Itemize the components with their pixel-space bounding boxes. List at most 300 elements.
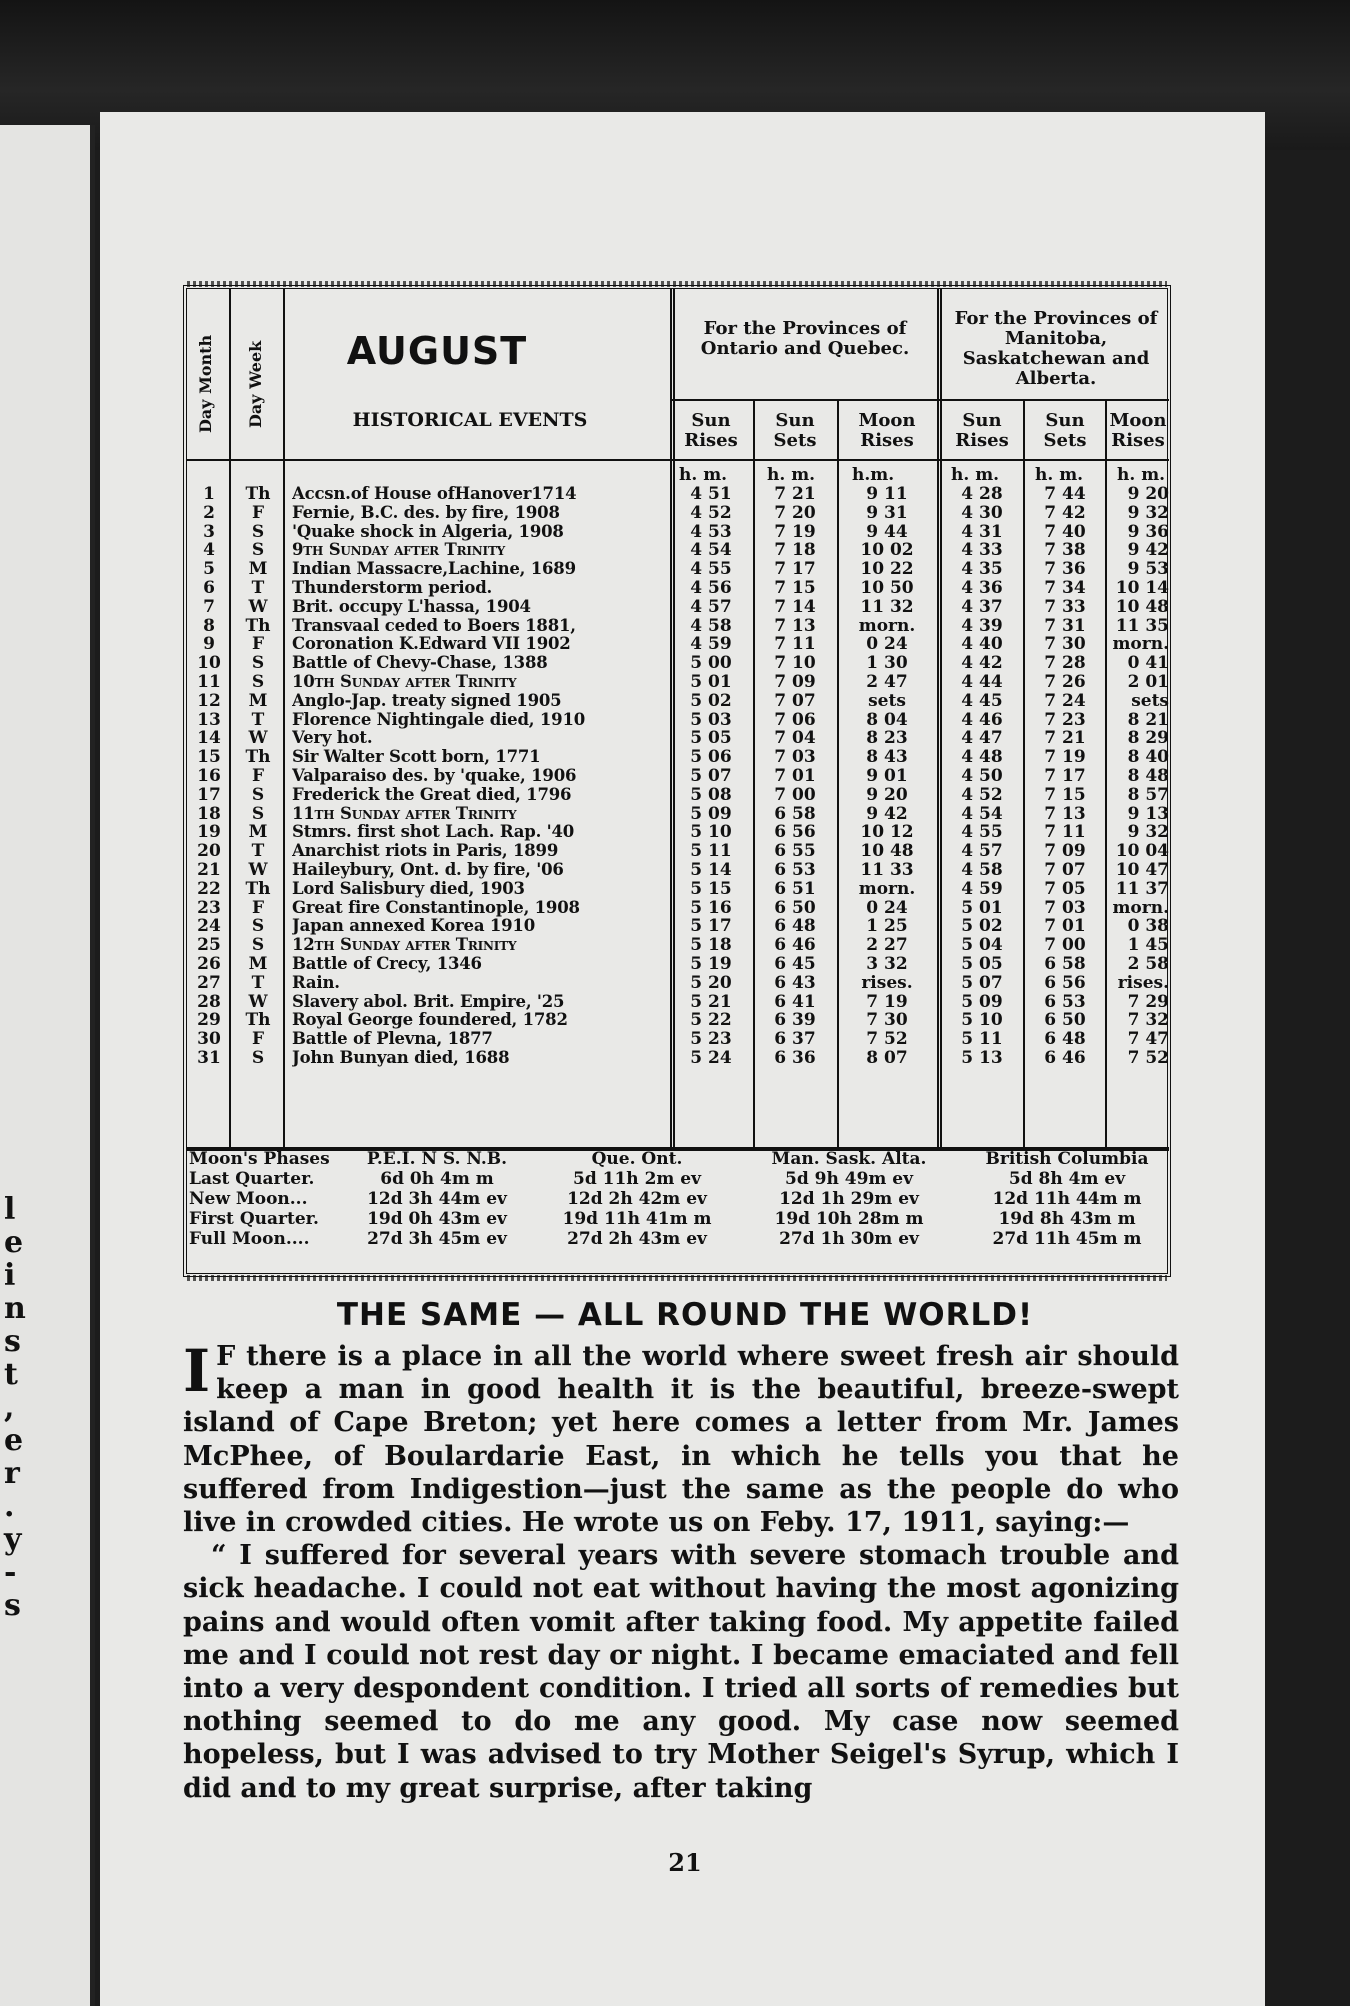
cell-sr2: 4 54 bbox=[961, 803, 1003, 824]
cell-mr1: 0 24 bbox=[866, 634, 908, 655]
day-row bbox=[187, 767, 1167, 786]
cell-ss1: 7 01 bbox=[774, 765, 816, 786]
cell-sr1: 4 55 bbox=[690, 559, 732, 580]
cell-w: S bbox=[251, 653, 265, 674]
phase-cell: Man. Sask. Alta. bbox=[771, 1149, 927, 1169]
cell-mr2: 9 42 bbox=[1127, 540, 1169, 561]
units-label: h. m. bbox=[951, 465, 1000, 485]
cell-w: S bbox=[251, 935, 265, 956]
day-row bbox=[187, 617, 1167, 636]
phase-cell: 19d 11h 41m m bbox=[562, 1209, 712, 1229]
cell-sr2: 4 59 bbox=[961, 878, 1003, 899]
cell-d: 4 bbox=[203, 540, 215, 561]
left-page-letter: r bbox=[4, 1456, 20, 1491]
left-page-letter: n bbox=[4, 1291, 26, 1326]
cell-sr1: 4 56 bbox=[690, 577, 732, 598]
cell-mr1: 9 31 bbox=[866, 502, 908, 523]
cell-w: Th bbox=[245, 615, 271, 636]
cell-sr2: 4 33 bbox=[961, 540, 1003, 561]
day-row bbox=[187, 748, 1167, 767]
day-row bbox=[187, 842, 1167, 861]
cell-w: W bbox=[248, 859, 268, 880]
august-calendar-table bbox=[183, 285, 1171, 1277]
cell-ev: Frederick the Great died, 1796 bbox=[292, 785, 572, 804]
cell-w: Th bbox=[245, 878, 271, 899]
article-paragraph-2: “ I suffered for several years with severe stomach trouble and sick headache. I could not eat without having the most agonizing pains and would often vomit after taking food. My appetite failed me and I could not rest day or night. I became emaciated and fell into a very despondent condition. I tried all sorts of remedies but nothing seemed to do me any good. My case now seemed hopeless, but I was advised to try Mother Seigel's Syrup, which I did and to my great surprise, after taking bbox=[183, 1540, 1179, 1804]
cell-sr2: 5 13 bbox=[961, 1047, 1003, 1068]
cell-sr1: 5 20 bbox=[690, 972, 732, 993]
cell-ev: 10th Sunday after Trinity bbox=[292, 672, 517, 691]
cell-ss2: 7 03 bbox=[1044, 897, 1086, 918]
cell-ss1: 6 36 bbox=[774, 1047, 816, 1068]
cell-sr1: 4 59 bbox=[690, 634, 732, 655]
cell-mr2: morn. bbox=[1112, 897, 1169, 918]
cell-d: 15 bbox=[197, 747, 221, 768]
cell-ss2: 6 50 bbox=[1044, 1010, 1086, 1031]
cell-mr2: 7 32 bbox=[1127, 1010, 1169, 1031]
cell-mr1: 2 47 bbox=[866, 671, 908, 692]
cell-sr1: 5 08 bbox=[690, 784, 732, 805]
cell-mr2: 8 57 bbox=[1127, 784, 1169, 805]
day-row bbox=[187, 711, 1167, 730]
cell-ss1: 7 15 bbox=[774, 577, 816, 598]
cell-w: S bbox=[251, 784, 265, 805]
paragraph-text: F there is a place in all the world where sweet fresh air should keep a man in good health it is the beautiful, breeze-swept island of Cape Breton; yet here comes a letter from Mr. James McPhee, of Boulardarie East, in which he tells you that he suffered from Indigestion—just the same as the people do who live in crowded cities. He wrote us on Feby. 17, 1911, saying:— bbox=[183, 1341, 1179, 1539]
cell-sr2: 4 37 bbox=[961, 596, 1003, 617]
cell-w: F bbox=[251, 765, 265, 786]
cell-mr2: morn. bbox=[1112, 634, 1169, 655]
cell-ss2: 7 38 bbox=[1044, 540, 1086, 561]
day-row bbox=[187, 880, 1167, 899]
units-label: h. m. bbox=[767, 465, 816, 485]
phase-cell: First Quarter. bbox=[189, 1209, 319, 1229]
left-page-letter: s bbox=[4, 1324, 21, 1359]
cell-ss1: 6 43 bbox=[774, 972, 816, 993]
cell-ev: Anarchist riots in Paris, 1899 bbox=[292, 842, 559, 861]
cell-mr2: 10 14 bbox=[1115, 577, 1169, 598]
cell-sr1: 4 57 bbox=[690, 596, 732, 617]
cell-w: T bbox=[251, 972, 265, 993]
cell-ss2: 7 33 bbox=[1044, 596, 1086, 617]
cell-ev: Stmrs. first shot Lach. Rap. '40 bbox=[292, 823, 575, 842]
left-page-letter: e bbox=[4, 1423, 24, 1458]
cell-ss1: 6 58 bbox=[774, 803, 816, 824]
cell-mr1: 11 33 bbox=[860, 859, 914, 880]
cell-sr1: 4 58 bbox=[690, 615, 732, 636]
cell-d: 20 bbox=[197, 841, 221, 862]
cell-ss1: 7 17 bbox=[774, 559, 816, 580]
left-page-letter: l bbox=[4, 1192, 16, 1227]
day-row bbox=[187, 504, 1167, 523]
cell-ev: Sir Walter Scott born, 1771 bbox=[292, 748, 541, 767]
cell-ss2: 7 23 bbox=[1044, 709, 1086, 730]
cell-sr1: 4 52 bbox=[690, 502, 732, 523]
cell-sr1: 5 15 bbox=[690, 878, 732, 899]
day-row bbox=[187, 917, 1167, 936]
cell-w: S bbox=[251, 671, 265, 692]
cell-ev: Japan annexed Korea 1910 bbox=[292, 917, 535, 936]
cell-ss2: 7 26 bbox=[1044, 671, 1086, 692]
cell-mr1: 3 32 bbox=[866, 953, 908, 974]
cell-d: 13 bbox=[197, 709, 221, 730]
cell-ss1: 7 18 bbox=[774, 540, 816, 561]
cell-ss1: 7 10 bbox=[774, 653, 816, 674]
cell-sr2: 5 02 bbox=[961, 916, 1003, 937]
cell-sr2: 4 36 bbox=[961, 577, 1003, 598]
phase-cell: Moon's Phases bbox=[189, 1149, 330, 1169]
cell-mr1: 8 04 bbox=[866, 709, 908, 730]
day-row bbox=[187, 1030, 1167, 1049]
phase-cell: 12d 3h 44m ev bbox=[367, 1189, 507, 1209]
cell-ss1: 7 20 bbox=[774, 502, 816, 523]
cell-w: M bbox=[248, 559, 268, 580]
cell-d: 9 bbox=[203, 634, 215, 655]
cell-sr2: 4 46 bbox=[961, 709, 1003, 730]
cell-sr1: 4 54 bbox=[690, 540, 732, 561]
cell-w: S bbox=[251, 916, 265, 937]
cell-d: 24 bbox=[197, 916, 221, 937]
cell-ss1: 7 03 bbox=[774, 747, 816, 768]
cell-sr1: 5 17 bbox=[690, 916, 732, 937]
col-sun-rises-east: Sun Rises bbox=[684, 410, 738, 451]
cell-ss2: 7 36 bbox=[1044, 559, 1086, 580]
province-header-east: For the Provinces of Ontario and Quebec. bbox=[700, 318, 910, 359]
cell-mr2: 9 53 bbox=[1127, 559, 1169, 580]
cell-mr1: 10 50 bbox=[860, 577, 914, 598]
cell-mr1: morn. bbox=[858, 615, 916, 636]
cell-mr1: 10 02 bbox=[860, 540, 914, 561]
cell-ss2: 7 07 bbox=[1044, 859, 1086, 880]
cell-sr1: 5 23 bbox=[690, 1029, 732, 1050]
cell-ev: Great fire Constantinople, 1908 bbox=[292, 898, 580, 917]
day-row bbox=[187, 993, 1167, 1012]
cell-w: S bbox=[251, 803, 265, 824]
cell-d: 8 bbox=[203, 615, 215, 636]
cell-mr2: 1 45 bbox=[1127, 935, 1169, 956]
day-row bbox=[187, 786, 1167, 805]
cell-ss2: 7 44 bbox=[1044, 484, 1086, 504]
cell-ss2: 7 05 bbox=[1044, 878, 1086, 899]
cell-w: W bbox=[248, 596, 268, 617]
cell-mr1: 8 43 bbox=[866, 747, 908, 768]
left-page-letter: , bbox=[4, 1390, 15, 1425]
cell-ev: Rain. bbox=[292, 973, 340, 992]
cell-ss2: 7 34 bbox=[1044, 577, 1086, 598]
cell-sr2: 4 31 bbox=[961, 521, 1003, 542]
cell-mr1: sets bbox=[868, 690, 906, 711]
cell-ss1: 7 00 bbox=[774, 784, 816, 805]
cell-d: 28 bbox=[197, 991, 221, 1012]
left-page-letter: . bbox=[4, 1489, 15, 1524]
cell-d: 29 bbox=[197, 1010, 221, 1031]
cell-mr2: 8 40 bbox=[1127, 747, 1169, 768]
cell-d: 2 bbox=[203, 502, 215, 523]
cell-d: 31 bbox=[197, 1047, 221, 1068]
cell-d: 14 bbox=[197, 728, 221, 749]
cell-mr1: 7 30 bbox=[866, 1010, 908, 1031]
cell-ss1: 6 37 bbox=[774, 1029, 816, 1050]
cell-ss2: 7 31 bbox=[1044, 615, 1086, 636]
cell-w: T bbox=[251, 709, 265, 730]
cell-ss1: 7 21 bbox=[774, 484, 816, 504]
cell-mr1: 7 19 bbox=[866, 991, 908, 1012]
cell-d: 7 bbox=[203, 596, 215, 617]
phase-row bbox=[187, 1189, 1167, 1209]
phase-header-row bbox=[187, 1149, 1167, 1169]
cell-ss1: 6 51 bbox=[774, 878, 816, 899]
cell-mr2: sets bbox=[1131, 690, 1169, 711]
cell-mr1: 2 27 bbox=[866, 935, 908, 956]
phase-cell: 19d 0h 43m ev bbox=[367, 1209, 507, 1229]
cell-ev: Transvaal ceded to Boers 1881, bbox=[292, 616, 576, 635]
cell-ev: Battle of Crecy, 1346 bbox=[292, 954, 482, 973]
cell-mr2: 9 32 bbox=[1127, 502, 1169, 523]
cell-mr1: rises. bbox=[861, 972, 913, 993]
cell-ss1: 7 09 bbox=[774, 671, 816, 692]
phase-cell: 5d 9h 49m ev bbox=[785, 1169, 913, 1189]
cell-sr2: 4 45 bbox=[961, 690, 1003, 711]
cell-mr1: morn. bbox=[858, 878, 916, 899]
cell-ss2: 6 56 bbox=[1044, 972, 1086, 993]
cell-ev: 12th Sunday after Trinity bbox=[292, 936, 517, 955]
cell-mr1: 8 07 bbox=[866, 1047, 908, 1068]
left-page-letter: - bbox=[4, 1555, 17, 1590]
col-sun-sets-west: Sun Sets bbox=[1043, 410, 1087, 451]
cell-sr1: 5 09 bbox=[690, 803, 732, 824]
day-row bbox=[187, 805, 1167, 824]
book-spine bbox=[90, 125, 95, 2006]
day-week-header: Day Week bbox=[246, 340, 265, 428]
article-title: THE SAME — ALL ROUND THE WORLD! bbox=[336, 1297, 1034, 1333]
cell-d: 17 bbox=[197, 784, 221, 805]
cell-sr2: 5 09 bbox=[961, 991, 1003, 1012]
units-label: h. m. bbox=[1117, 465, 1166, 485]
cell-ev: Indian Massacre,Lachine, 1689 bbox=[292, 560, 576, 579]
cell-d: 3 bbox=[203, 521, 215, 542]
wavy-border-bottom bbox=[187, 1275, 1167, 1281]
cell-mr1: 8 23 bbox=[866, 728, 908, 749]
cell-mr2: 8 29 bbox=[1127, 728, 1169, 749]
cell-sr2: 4 30 bbox=[961, 502, 1003, 523]
cell-ss2: 7 13 bbox=[1044, 803, 1086, 824]
cell-ss2: 7 28 bbox=[1044, 653, 1086, 674]
cell-ev: 9th Sunday after Trinity bbox=[292, 541, 506, 560]
phase-row bbox=[187, 1169, 1167, 1189]
cell-mr2: 10 48 bbox=[1115, 596, 1169, 617]
cell-ev: Slavery abol. Brit. Empire, '25 bbox=[292, 992, 565, 1011]
cell-sr2: 5 07 bbox=[961, 972, 1003, 993]
day-rows bbox=[187, 485, 1167, 1068]
cell-ss2: 7 15 bbox=[1044, 784, 1086, 805]
left-page-letter: e bbox=[4, 1225, 24, 1260]
cell-ss1: 6 39 bbox=[774, 1010, 816, 1031]
phase-cell: Que. Ont. bbox=[591, 1149, 683, 1169]
cell-ev: Valparaiso des. by 'quake, 1906 bbox=[292, 766, 577, 785]
units-label: h. m. bbox=[1035, 465, 1084, 485]
cell-mr1: 1 25 bbox=[866, 916, 908, 937]
cell-ev: Battle of Chevy-Chase, 1388 bbox=[292, 654, 548, 673]
day-row bbox=[187, 1011, 1167, 1030]
cell-ev: 'Quake shock in Algeria, 1908 bbox=[292, 522, 564, 541]
phase-cell: 5d 11h 2m ev bbox=[573, 1169, 701, 1189]
cell-sr2: 5 05 bbox=[961, 953, 1003, 974]
day-row bbox=[187, 598, 1167, 617]
cell-w: M bbox=[248, 822, 268, 843]
phase-cell: 27d 2h 43m ev bbox=[567, 1229, 707, 1249]
cell-mr1: 7 52 bbox=[866, 1029, 908, 1050]
cell-sr2: 5 04 bbox=[961, 935, 1003, 956]
cell-sr2: 5 10 bbox=[961, 1010, 1003, 1031]
cell-ev: Royal George foundered, 1782 bbox=[292, 1011, 568, 1030]
cell-ev: Lord Salisbury died, 1903 bbox=[292, 879, 525, 898]
cell-mr1: 0 24 bbox=[866, 897, 908, 918]
cell-ss2: 7 11 bbox=[1044, 822, 1086, 843]
cell-sr1: 4 53 bbox=[690, 521, 732, 542]
cell-ev: Coronation K.Edward VII 1902 bbox=[292, 635, 571, 654]
cell-sr2: 4 58 bbox=[961, 859, 1003, 880]
cell-ss1: 6 56 bbox=[774, 822, 816, 843]
cell-mr2: 9 13 bbox=[1127, 803, 1169, 824]
province-header-west: For the Provinces of Manitoba, Saskatchewan and Alberta. bbox=[954, 308, 1158, 389]
cell-sr1: 5 18 bbox=[690, 935, 732, 956]
phase-cell: 27d 11h 45m m bbox=[992, 1229, 1142, 1249]
cell-ss2: 7 00 bbox=[1044, 935, 1086, 956]
cell-ss1: 6 41 bbox=[774, 991, 816, 1012]
cell-ss2: 7 42 bbox=[1044, 502, 1086, 523]
cell-sr2: 4 39 bbox=[961, 615, 1003, 636]
moon-phases-table bbox=[187, 1149, 1167, 1249]
cell-ev: Very hot. bbox=[292, 729, 373, 748]
cell-mr2: 0 38 bbox=[1127, 916, 1169, 937]
cell-mr1: 11 32 bbox=[860, 596, 914, 617]
day-row bbox=[187, 560, 1167, 579]
cell-sr1: 5 14 bbox=[690, 859, 732, 880]
left-page-letter: s bbox=[4, 1588, 21, 1623]
cell-d: 18 bbox=[197, 803, 221, 824]
header-divider bbox=[187, 459, 1169, 461]
phase-cell: 5d 8h 4m ev bbox=[1008, 1169, 1126, 1189]
cell-ss2: 6 46 bbox=[1044, 1047, 1086, 1068]
cell-sr1: 5 06 bbox=[690, 747, 732, 768]
cell-mr1: 9 01 bbox=[866, 765, 908, 786]
cell-mr1: 10 12 bbox=[860, 822, 914, 843]
cell-mr2: 8 48 bbox=[1127, 765, 1169, 786]
phase-cell: Full Moon.... bbox=[189, 1229, 310, 1249]
cell-mr1: 9 42 bbox=[866, 803, 908, 824]
cell-mr2: 7 47 bbox=[1127, 1029, 1169, 1050]
cell-sr2: 4 57 bbox=[961, 841, 1003, 862]
cell-w: Th bbox=[245, 747, 271, 768]
cell-mr2: 9 36 bbox=[1127, 521, 1169, 542]
units-label: h.m. bbox=[852, 465, 895, 485]
cell-w: W bbox=[248, 728, 268, 749]
cell-w: S bbox=[251, 521, 265, 542]
cell-ev: John Bunyan died, 1688 bbox=[292, 1048, 510, 1067]
header-divider bbox=[670, 399, 1169, 401]
phase-cell: 19d 10h 28m m bbox=[774, 1209, 924, 1229]
phase-row bbox=[187, 1209, 1167, 1229]
cell-d: 11 bbox=[197, 671, 221, 692]
phase-cell: British Columbia bbox=[985, 1149, 1149, 1169]
cell-sr2: 4 44 bbox=[961, 671, 1003, 692]
phase-cell: New Moon... bbox=[189, 1189, 308, 1209]
col-sun-sets-east: Sun Sets bbox=[773, 410, 817, 451]
phase-row bbox=[187, 1229, 1167, 1249]
phase-cell: 12d 11h 44m m bbox=[992, 1189, 1142, 1209]
cell-w: M bbox=[248, 953, 268, 974]
cell-sr2: 4 52 bbox=[961, 784, 1003, 805]
col-moon-rises-west: Moon Rises bbox=[1109, 410, 1167, 451]
cell-ev: Accsn.of House ofHanover1714 bbox=[292, 485, 577, 503]
cell-ev: Fernie, B.C. des. by fire, 1908 bbox=[292, 503, 560, 522]
day-row bbox=[187, 823, 1167, 842]
phase-cell: 12d 1h 29m ev bbox=[779, 1189, 919, 1209]
cell-mr2: 8 21 bbox=[1127, 709, 1169, 730]
cell-ev: Anglo-Jap. treaty signed 1905 bbox=[292, 691, 562, 710]
cell-ss1: 7 07 bbox=[774, 690, 816, 711]
cell-ss2: 7 17 bbox=[1044, 765, 1086, 786]
cell-sr2: 4 48 bbox=[961, 747, 1003, 768]
cell-sr1: 5 03 bbox=[690, 709, 732, 730]
cell-sr1: 5 10 bbox=[690, 822, 732, 843]
cell-sr1: 5 00 bbox=[690, 653, 732, 674]
cell-w: F bbox=[251, 1029, 265, 1050]
article-paragraph-1 bbox=[183, 1337, 1179, 1539]
cell-sr2: 4 35 bbox=[961, 559, 1003, 580]
cell-mr2: 9 32 bbox=[1127, 822, 1169, 843]
cell-ss2: 7 09 bbox=[1044, 841, 1086, 862]
cell-ss2: 7 40 bbox=[1044, 521, 1086, 542]
day-row bbox=[187, 635, 1167, 654]
cell-d: 1 bbox=[203, 484, 215, 504]
cell-sr1: 5 07 bbox=[690, 765, 732, 786]
cell-ss1: 6 53 bbox=[774, 859, 816, 880]
cell-mr2: rises. bbox=[1117, 972, 1169, 993]
day-row bbox=[187, 692, 1167, 711]
cell-w: Th bbox=[245, 1010, 271, 1031]
day-row bbox=[187, 974, 1167, 993]
cell-mr1: 10 22 bbox=[860, 559, 914, 580]
cell-w: M bbox=[248, 690, 268, 711]
cell-ss1: 7 14 bbox=[774, 596, 816, 617]
cell-mr2: 2 58 bbox=[1127, 953, 1169, 974]
cell-mr2: 10 04 bbox=[1115, 841, 1169, 862]
cell-d: 5 bbox=[203, 559, 215, 580]
cell-sr1: 5 11 bbox=[690, 841, 732, 862]
cell-ev: Haileybury, Ont. d. by fire, '06 bbox=[292, 860, 564, 879]
cell-ss2: 6 53 bbox=[1044, 991, 1086, 1012]
cell-mr2: 10 47 bbox=[1115, 859, 1169, 880]
cell-ss2: 7 24 bbox=[1044, 690, 1086, 711]
page-number: 21 bbox=[668, 1848, 702, 1877]
day-row bbox=[187, 899, 1167, 918]
month-title: AUGUST bbox=[346, 329, 528, 373]
cell-mr1: 9 44 bbox=[866, 521, 908, 542]
cell-sr2: 4 42 bbox=[961, 653, 1003, 674]
day-row bbox=[187, 955, 1167, 974]
cell-ss1: 6 45 bbox=[774, 953, 816, 974]
cell-d: 26 bbox=[197, 953, 221, 974]
cell-sr2: 5 11 bbox=[961, 1029, 1003, 1050]
phase-cell: 27d 1h 30m ev bbox=[779, 1229, 919, 1249]
cell-sr1: 5 16 bbox=[690, 897, 732, 918]
cell-d: 22 bbox=[197, 878, 221, 899]
cell-sr1: 5 05 bbox=[690, 728, 732, 749]
cell-d: 25 bbox=[197, 935, 221, 956]
cell-sr2: 5 01 bbox=[961, 897, 1003, 918]
cell-d: 6 bbox=[203, 577, 215, 598]
left-page-edge bbox=[0, 125, 95, 2006]
